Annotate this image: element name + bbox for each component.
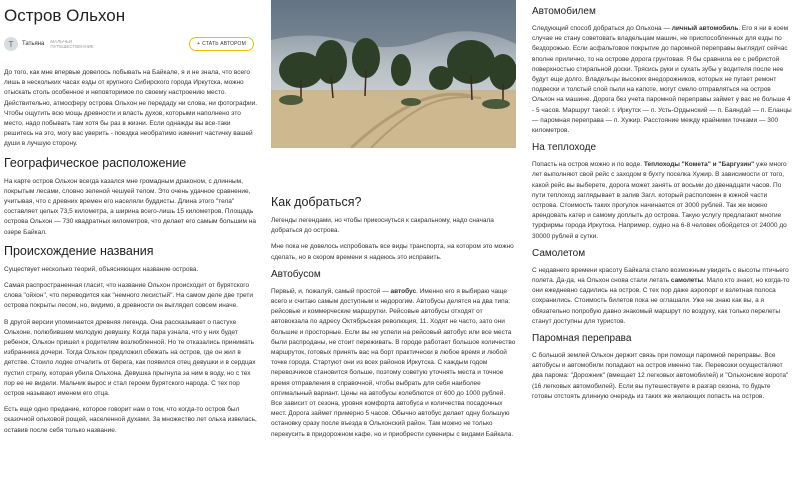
car-heading: Автомобилем	[532, 6, 596, 17]
become-author-label: СТАТЬ АВТОРОМ	[202, 41, 246, 47]
article-title: Остров Ольхон	[4, 6, 126, 25]
how-to-get-heading: Как добраться?	[271, 195, 362, 209]
ship-text-a: Попасть на остров можно и по воде.	[532, 161, 644, 169]
left-column	[0, 0, 262, 499]
ship-heading: На теплоходе	[532, 142, 597, 154]
geo-paragraph: На карте остров Ольхон всегда казался мне громадным драконом, с длинным, покрытым лесами, словно зеленой чешуей телом. Это очень удачное сравнение, учитывая, что с древних времен его населяли буддисты. Длина этого "тела" составляет целых 73,5 километра, а ширина всего-лишь 15 километров. Площадь острова Ольхон — 730 квадратных километров, что делает его самым большим на озере Байкал.	[4, 177, 257, 236]
bus-text-c: . Именно его я выбираю чаще всего и считаю самым доступным и недорогим. Автобусы делятся на два типа: рейсовые и коммерческие маршрутки. Рейсовые автобусы отходят от автовокзала по адресу Октябрьская революция, 11. Ходят не часто, зато они большие и просторные. Если вы не успели на рейсовый автобус или все места были распроданы, не стоит переживать. В городе работает большое количество маршруток, готовых принять вас на борт практически в любое время и любой точке города. Стартуют они из всех районов Иркутска. С каждым годом перевозчиков становится больше, поэтому советую уточнять места и точное время отправления в справочной, чтобы выбрать для себя наиболее оптимальный вариант. Цены на автобусы колеблются от 600 до 1000 рублей. Все зависит от сезона, уровня комфорта автобуса и количества посадочных мест. Дорога займет примерно 5 часов. Обычно автобус делает одну большую остановку сразу после въезда в Ольхонский район. Там можно не только перекусить в придорожном кафе, но и приобрести сувениры с видами Байкала.	[271, 287, 516, 438]
plane-text-bold: самолеты	[670, 277, 704, 285]
plane-text-a: С недавнего времени красоту Байкала стало возможным увидеть с высоты птичьего полета. Да-да, на Ольхон снова стали летать	[532, 266, 789, 285]
bus-heading: Автобусом	[271, 268, 321, 280]
intro-paragraph: До того, как мне впервые довелось побывать на Байкале, я и не знала, что всего лишь в нескольких часах езды от крупного Сибирского города Иркутска, можно отыскать столь особенное и неповторимое по своему настроению место. Действительно, атмосферу острова Ольхон не передаду ни слова, ни фотографии. Чтобы ощутить всю мощь древности и власть духов, которыми наполнено это место, надо побывать там хотя бы раз в жизни. Если однажды вы все-таки решитесь на это, могу вас уверить - поездка необратимо изменит частичку вашей души в лучшую сторону.	[4, 69, 258, 148]
car-text-bold: личный автомобиль	[671, 25, 739, 32]
how-paragraph-1: Легенды легендами, но чтобы прикоснуться к сакральному, надо сначала добраться до острова.	[271, 217, 494, 235]
plus-icon: +	[196, 41, 201, 47]
geo-heading: Географическое расположение	[4, 155, 187, 170]
ferry-heading: Паромная переправа	[532, 333, 632, 345]
car-text-c: . Его я ни в коем случае не стану советовать владельцам машин, не приспособленных для езды по бездорожью. Если асфальтовое покрытие до паромной переправы выглядит сейчас вполне прилично, то на острове дорога грунтовая. Я бы сравнила ее с ребристой поверхностью стиральной доски. Трясись руки и сухать зубы у водителя после нее будут еще долго. Владельцы высоких внедорожников, которых не пугает ремонт подвески и толстый слой пыли на капоте, могут смело отправляться на остров Ольхон на машине. Дорога без учета паромной переправы займет у вас не больше 4 - 5 часов. Маршрут такой: г. Иркутск — п. Усть-Ордынский — п. Баяндай — п. Еланцы — паромная переправа — п. Хужир. Расстояние между крайними точками — 300 километров.	[532, 25, 792, 135]
name-paragraph-2: Самая распространенная гласит, что название Ольхон происходит от бурятского слова "ойхон", что переводится как "немного лесистый". На самом деле две трети острова покрыты лесом, но, видимо, в древности он выглядел совсем иначе.	[4, 282, 253, 310]
right-column	[528, 0, 796, 499]
ship-text-c: уже много лет выполняют свой рейс с заходом в бухту поселка Хужир. В зависимости от того, какой рейс вы выберете, дорога может занять от восьми до двенадцати часов. По пути теплоход заглядывает в залив Загл. который расположен в южной части острова. Стоимость таких прогулок начинается от 3000 рублей. Так же можно арендовать катер и самому доплыть до острова. Такую услугу предлагают многие турфирмы города Иркутска. Например, судно на 6-8 человек обойдется от 24000 до 30000 рублей в сутки.	[532, 161, 787, 240]
bus-text-a: Первый, и, пожалуй, самый простой —	[271, 287, 391, 295]
car-paragraph	[532, 24, 792, 136]
avatar[interactable]: Т	[4, 37, 18, 51]
name-paragraph-1: Существует несколько теорий, объясняющих название острова.	[4, 265, 199, 273]
plane-heading: Самолетом	[532, 247, 586, 259]
car-text-a: Следующий способ добраться до Ольхона —	[532, 25, 672, 32]
how-paragraph-2: Мне пока не довелось испробовать все виды транспорта, на котором это можно сделать, но в скором времени я надеюсь это исправить.	[271, 243, 514, 261]
ship-text-bold: Теплоходы "Комета" и "Баргузин"	[643, 161, 755, 169]
name-paragraph-3: В другой версии упоминается древняя легенда. Она рассказывает о пастухе Ольхоне, полюбившем молодую девушку. Когда пара узнала, что у них будет ребенок, Ольхон пришел к родителям возлюбленной. Но те отказались принимать избранника дочери. Тогда Ольхон предложил сбежать на остров, где он жил в детстве. Стоило лодке отчалить от берега, как появился отец девушки и в сердцах пустил стрелу, которая убила Ольхона. Девушка прыгнула за ним в воду, но с тех пор ее не видели. Мальчик вырос и стал героем бурятского народа. С тех пор остров называют именем его отца.	[4, 318, 256, 398]
author-name[interactable]: Татьяна	[22, 41, 45, 47]
author-subtitle: МАЛЬЧЬИ ПУТЕШЕСТВЕННИК	[50, 39, 94, 49]
name-paragraph-4: Есть еще одно предание, которое говорит нам о том, что когда-то остров был сказочной ольховой рощей, населенной духами. За множество лет ольха извелась, оставив после себя только название.	[4, 406, 257, 434]
landscape-photo	[271, 0, 516, 148]
bus-paragraph	[271, 287, 516, 440]
author-row	[4, 32, 258, 56]
ship-paragraph	[532, 160, 792, 242]
plane-text-c: . Мало кто знает, но когда-то они ежедневно садились на остров. С тех пор даже аэропорт и взлетная полоса сохранились. Стоимость билетов пока не оглашали. Уже не знаю как вы, а я обязательно попробую давно знакомый маршрут по воздуху, как только перелеты станут доступны для туристов.	[532, 277, 790, 325]
bus-text-bold: автобус	[390, 287, 417, 295]
plane-paragraph	[532, 266, 792, 327]
name-origin-heading: Происхождение названия	[4, 243, 154, 258]
middle-column	[267, 0, 520, 499]
become-author-button[interactable]	[189, 37, 254, 51]
ferry-paragraph: С большой землей Ольхон держит связь при помощи паромной переправы. Все автобусы и автомобили попадают на остров именно так. Перевозки осуществляют два парома: "Дорожник" (вмещает 12 легковых автомобилей) и "Ольхонские ворота" (16 легковых автомобилей). Если вы путешествуете в разгар сезона, то будьте готовы отстоять длинную очередь из таких же желающих попасть на остров.	[532, 352, 789, 400]
